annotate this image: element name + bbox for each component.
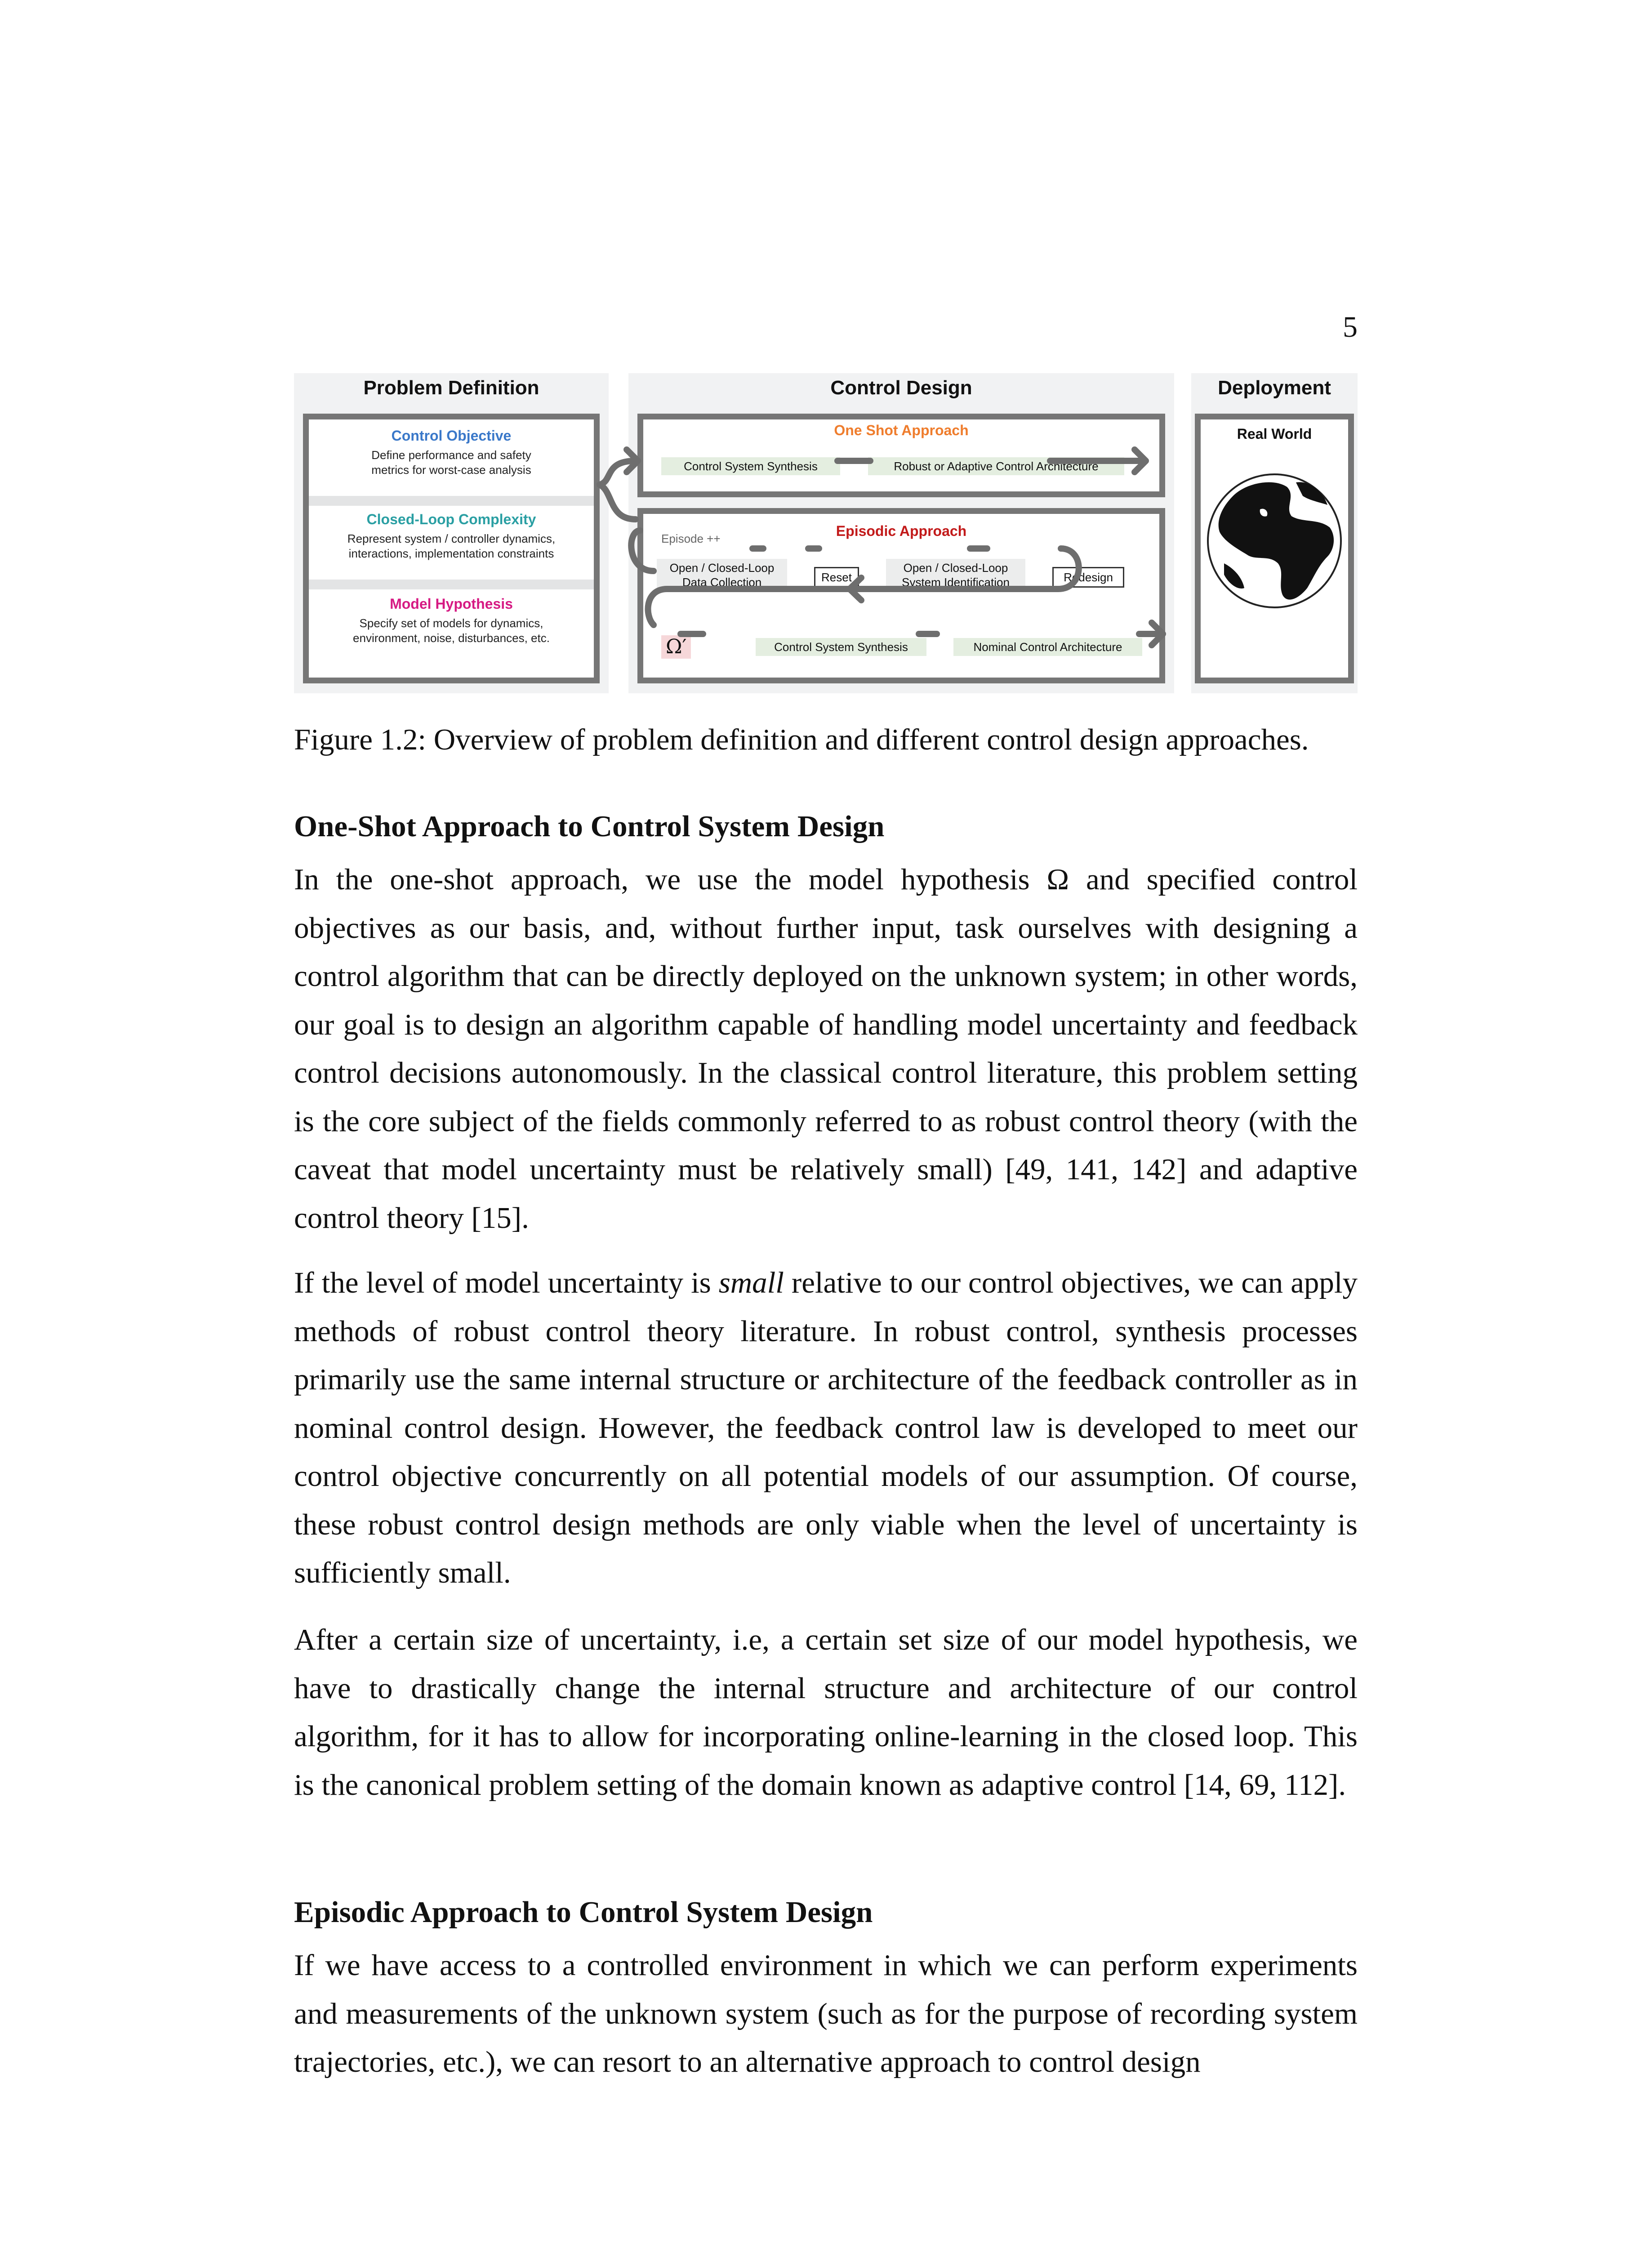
globe-icon	[1206, 464, 1343, 617]
problem-definition-title: Problem Definition	[363, 377, 539, 399]
problem-definition-panel	[294, 373, 609, 693]
redesign-step: Redesign	[1052, 567, 1124, 588]
paragraph-one-shot-3: After a certain size of uncertainty, i.e, a certain set size of our model hypothesis, we have to drastically change the internal structure and architecture of our control algorithm, for it has to allow for incorporating online-learning in the closed loop. This is the canonical problem setting of the domain known as adaptive control [14, 69, 112].	[294, 1623, 1358, 1802]
episodic-architecture-step: Nominal Control Architecture	[953, 638, 1142, 656]
model-hypothesis-section	[309, 596, 594, 646]
control-design-panel	[628, 373, 1174, 693]
section-heading-one-shot: One-Shot Approach to Control System Design	[294, 810, 885, 843]
figure-overview-diagram	[294, 373, 1358, 693]
section-divider	[309, 496, 594, 506]
one-shot-architecture-step: Robust or Adaptive Control Architecture	[868, 457, 1124, 475]
episodic-heading: Episodic Approach	[836, 523, 967, 539]
real-world-label: Real World	[1237, 426, 1312, 442]
one-shot-heading: One Shot Approach	[834, 422, 969, 438]
paragraph-episodic-1: If we have access to a controlled environment in which we can perform experiments and measurements of the unknown system (such as for the purpose of recording system trajectories, etc.), we can resort to an alternative approach to control design	[294, 1949, 1358, 2079]
episode-label: Episode ++	[661, 532, 721, 545]
omega-prime-symbol: Ω′	[661, 635, 691, 659]
deployment-box	[1195, 414, 1354, 683]
section-heading-episodic: Episodic Approach to Control System Design	[294, 1896, 873, 1929]
page-number: 5	[1343, 311, 1358, 343]
one-shot-synthesis-step: Control System Synthesis	[661, 457, 840, 475]
deployment-panel	[1191, 373, 1358, 693]
figure-caption: Figure 1.2: Overview of problem definition and different control design approaches.	[294, 723, 1309, 756]
episodic-synthesis-step: Control System Synthesis	[756, 638, 926, 656]
model-hypothesis-desc: Specify set of models for dynamics, environment, noise, disturbances, etc.	[353, 616, 550, 645]
one-shot-approach-box	[637, 414, 1165, 497]
control-design-title: Control Design	[830, 377, 972, 399]
paragraph-one-shot-2: If the level of model uncertainty is small relative to our control objectives, we can apply methods of robust control theory literature. In robust control, synthesis processes primarily use the same internal structure or architecture of the feedback controller as in nominal control design. However, the feedback control law is developed to meet our control objective concurrently on all potential models of our assumption. Of course, these robust control design methods are only viable when the level of uncertainty is sufficiently small.	[294, 1266, 1358, 1589]
deployment-title: Deployment	[1218, 377, 1331, 399]
closed-loop-complexity-section	[309, 511, 594, 561]
control-objective-desc: Define performance and safety metrics for worst-case analysis	[371, 448, 531, 477]
closed-loop-complexity-desc: Represent system / controller dynamics, interactions, implementation constraints	[347, 532, 556, 560]
paragraph-one-shot-1: In the one-shot approach, we use the model hypothesis Ω and specified control objectives as our basis, and, without further input, task ourselves with designing a control algorithm that can be directly deployed on the unknown system; in other words, our goal is to design an algorithm capable of handling model uncertainty and feedback control decisions autonomously. In the classical control literature, this problem setting is the core subject of the fields commonly referred to as robust control theory (with the caveat that model uncertainty must be relatively small) [49, 141, 142] and adaptive control theory [15].	[294, 863, 1358, 1235]
problem-definition-box	[303, 414, 600, 683]
control-objective-heading: Control Objective	[391, 428, 512, 444]
closed-loop-complexity-heading: Closed-Loop Complexity	[366, 511, 536, 527]
italic-small: small	[718, 1266, 784, 1299]
data-collection-step: Open / Closed-Loop Data Collection	[657, 559, 787, 591]
control-objective-section	[309, 428, 594, 477]
system-identification-step: Open / Closed-Loop System Identification	[886, 559, 1025, 591]
model-hypothesis-heading: Model Hypothesis	[390, 596, 513, 612]
episodic-approach-box	[637, 508, 1165, 683]
section-divider	[309, 580, 594, 589]
reset-step: Reset	[814, 567, 859, 588]
